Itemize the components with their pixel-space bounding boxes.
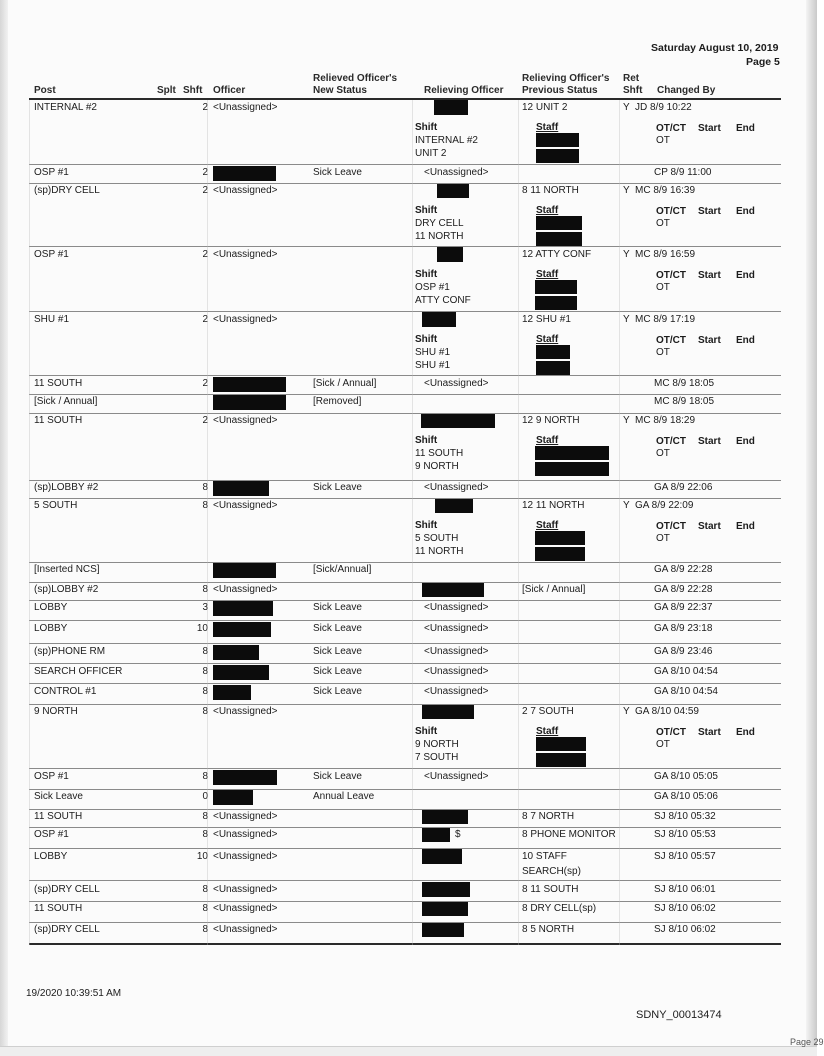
cell-return-shift: Y xyxy=(623,415,630,426)
redacted-staff-name xyxy=(535,547,585,561)
redacted-relieving-officer xyxy=(422,582,484,597)
row-separator xyxy=(29,183,781,184)
cell-post: OSP #1 xyxy=(34,249,69,260)
shift-to: 11 NORTH xyxy=(415,546,464,557)
staff-label: Staff xyxy=(536,435,559,446)
redacted-staff-name xyxy=(535,446,609,460)
cell-post: LOBBY xyxy=(34,602,68,613)
scan-left-edge xyxy=(0,0,8,1047)
shift-post: SHU #1 xyxy=(415,347,451,358)
scan-right-edge xyxy=(806,0,817,1047)
cell-shift: 8 xyxy=(202,584,208,595)
row-separator xyxy=(29,394,781,395)
row-separator xyxy=(29,922,781,923)
cell-changed-by: GA 8/9 22:06 xyxy=(654,482,713,493)
column-rule xyxy=(619,100,620,945)
cell-previous-status-line2: SEARCH(sp) xyxy=(522,866,581,877)
cell-relieved-status: Sick Leave xyxy=(313,482,362,493)
cell-officer: <Unassigned> xyxy=(213,829,278,840)
ot-label: OT xyxy=(656,448,670,459)
cell-changed-by: GA 8/9 22:09 xyxy=(635,500,694,511)
cell-changed-by: GA 8/10 04:59 xyxy=(635,706,699,717)
redacted-officer-name xyxy=(213,790,253,805)
row-separator xyxy=(29,600,781,601)
row-separator xyxy=(29,901,781,902)
cell-officer: <Unassigned> xyxy=(213,884,278,895)
shift-label: Shift xyxy=(415,726,438,737)
col-header-ret-line2: Shft xyxy=(623,85,643,96)
cell-relieving-officer: <Unassigned> xyxy=(424,167,489,178)
end-label: End xyxy=(736,206,755,217)
cell-changed-by: GA 8/10 05:06 xyxy=(654,791,718,802)
redacted-staff-name xyxy=(536,133,579,147)
cell-post: LOBBY xyxy=(34,851,68,862)
cell-post: 5 SOUTH xyxy=(34,500,78,511)
col-header-relieved-line2: New Status xyxy=(313,85,367,96)
print-timestamp: 19/2020 10:39:51 AM xyxy=(26,988,122,999)
redacted-staff-name xyxy=(536,753,586,767)
cell-shift: 8 xyxy=(202,811,208,822)
start-label: Start xyxy=(698,335,721,346)
row-separator xyxy=(29,375,781,376)
end-label: End xyxy=(736,270,755,281)
redacted-staff-name xyxy=(536,345,570,359)
cell-shift: 8 xyxy=(202,924,208,935)
cell-changed-by: CP 8/9 11:00 xyxy=(654,167,712,178)
cell-relieving-officer: <Unassigned> xyxy=(424,482,489,493)
col-header-ret-line1: Ret xyxy=(623,73,640,84)
cell-post: (sp)DRY CELL xyxy=(34,185,100,196)
redacted-officer-name xyxy=(213,645,259,660)
cell-officer: <Unassigned> xyxy=(213,500,278,511)
cell-relieved-status: Sick Leave xyxy=(313,602,362,613)
cell-changed-by: SJ 8/10 06:02 xyxy=(654,924,716,935)
row-separator xyxy=(29,643,781,644)
col-header-post: Post xyxy=(34,85,56,96)
cell-officer: <Unassigned> xyxy=(213,102,278,113)
cell-shift: 2 xyxy=(202,249,208,260)
row-separator xyxy=(29,789,781,790)
scan-bottom-edge xyxy=(0,1046,817,1056)
column-rule xyxy=(29,100,30,945)
cell-post: 11 SOUTH xyxy=(34,378,83,389)
column-rule xyxy=(207,100,208,945)
start-label: Start xyxy=(698,270,721,281)
cell-officer: <Unassigned> xyxy=(213,811,278,822)
row-separator xyxy=(29,704,781,705)
shift-post: 11 SOUTH xyxy=(415,448,464,459)
cell-officer: <Unassigned> xyxy=(213,903,278,914)
row-separator xyxy=(29,498,781,499)
shift-post: INTERNAL #2 xyxy=(415,135,478,146)
cell-post: 9 NORTH xyxy=(34,706,78,717)
cell-officer: <Unassigned> xyxy=(213,851,278,862)
otct-label: OT/CT xyxy=(656,436,686,447)
cell-post: SHU #1 xyxy=(34,314,70,325)
redacted-relieving-officer xyxy=(422,901,468,916)
cell-previous-status: 12 UNIT 2 xyxy=(522,102,568,113)
start-label: Start xyxy=(698,123,721,134)
row-separator xyxy=(29,683,781,684)
row-separator xyxy=(29,880,781,881)
cell-post: OSP #1 xyxy=(34,771,69,782)
cell-relieved-status: Sick Leave xyxy=(313,771,362,782)
row-separator xyxy=(29,620,781,621)
cell-relieving-officer: <Unassigned> xyxy=(424,378,489,389)
redacted-relieving-officer xyxy=(422,882,470,897)
col-header-prev-line2: Previous Status xyxy=(522,85,598,96)
cell-previous-status: 12 ATTY CONF xyxy=(522,249,592,260)
redacted-relieving-officer xyxy=(434,100,468,115)
col-header-relieved-line1: Relieved Officer's xyxy=(313,73,398,84)
shift-label: Shift xyxy=(415,334,438,345)
row-separator xyxy=(29,663,781,664)
cell-shift: 8 xyxy=(202,884,208,895)
redacted-staff-name xyxy=(536,737,586,751)
ot-label: OT xyxy=(656,218,670,229)
redacted-officer-name xyxy=(213,622,271,637)
cell-shift: 2 xyxy=(202,378,208,389)
cell-changed-by: SJ 8/10 05:53 xyxy=(654,829,716,840)
cell-post: (sp)LOBBY #2 xyxy=(34,584,99,595)
staff-label: Staff xyxy=(536,269,559,280)
cell-previous-status: 12 SHU #1 xyxy=(522,314,571,325)
redacted-relieving-officer xyxy=(437,247,463,262)
column-rule xyxy=(518,100,519,945)
cell-post: OSP #1 xyxy=(34,829,69,840)
cell-shift: 8 xyxy=(202,500,208,511)
cell-changed-by: MC 8/9 17:19 xyxy=(635,314,696,325)
cell-previous-status: 8 PHONE MONITOR xyxy=(522,829,616,840)
shift-post: DRY CELL xyxy=(415,218,464,229)
col-header-changed-by: Changed By xyxy=(657,85,716,96)
cell-previous-status: [Sick / Annual] xyxy=(522,584,586,595)
col-header-splt: Splt xyxy=(157,85,176,96)
cell-changed-by: GA 8/9 22:37 xyxy=(654,602,713,613)
cell-relieving-officer: <Unassigned> xyxy=(424,623,489,634)
cell-officer: <Unassigned> xyxy=(213,584,278,595)
redacted-staff-name xyxy=(535,531,585,545)
redacted-relieving-officer xyxy=(422,312,456,327)
cell-relieved-status: Annual Leave xyxy=(313,791,375,802)
row-separator xyxy=(29,562,781,563)
cell-shift: 0 xyxy=(202,791,208,802)
col-header-officer: Officer xyxy=(213,85,246,96)
staff-label: Staff xyxy=(536,205,559,216)
cell-shift: 2 xyxy=(202,167,208,178)
cell-previous-status: 8 11 NORTH xyxy=(522,185,579,196)
otct-label: OT/CT xyxy=(656,521,686,532)
cell-changed-by: GA 8/9 22:28 xyxy=(654,564,713,575)
cell-post: CONTROL #1 xyxy=(34,686,97,697)
cell-post: 11 SOUTH xyxy=(34,903,83,914)
redacted-relieving-officer xyxy=(435,498,473,513)
report-date: Saturday August 10, 2019 xyxy=(651,42,779,54)
cell-relieving-officer: <Unassigned> xyxy=(424,771,489,782)
redacted-officer-name xyxy=(213,685,251,700)
cell-shift: 2 xyxy=(202,185,208,196)
cell-changed-by: GA 8/9 22:28 xyxy=(654,584,713,595)
cell-changed-by: MC 8/9 18:05 xyxy=(654,396,715,407)
redacted-relieving-officer xyxy=(437,183,469,198)
cell-post: INTERNAL #2 xyxy=(34,102,97,113)
redacted-officer-name xyxy=(213,601,273,616)
cell-changed-by: MC 8/9 16:59 xyxy=(635,249,696,260)
cell-officer: <Unassigned> xyxy=(213,706,278,717)
shift-to: 9 NORTH xyxy=(415,461,459,472)
cell-previous-status: 8 7 NORTH xyxy=(522,811,575,822)
redacted-staff-name xyxy=(535,296,577,310)
redacted-staff-name xyxy=(535,280,577,294)
cell-post: 11 SOUTH xyxy=(34,811,83,822)
col-header-prev-line1: Relieving Officer's xyxy=(522,73,610,84)
shift-to: 11 NORTH xyxy=(415,231,464,242)
cell-previous-status: 12 11 NORTH xyxy=(522,500,585,511)
end-label: End xyxy=(736,727,755,738)
cell-changed-by: SJ 8/10 05:32 xyxy=(654,811,716,822)
shift-post: OSP #1 xyxy=(415,282,450,293)
redacted-relieving-officer xyxy=(422,827,450,842)
otct-label: OT/CT xyxy=(656,335,686,346)
row-separator xyxy=(29,164,781,165)
cell-shift: 3 xyxy=(202,602,208,613)
redacted-relieving-officer xyxy=(421,413,495,428)
shift-label: Shift xyxy=(415,435,438,446)
shift-post: 5 SOUTH xyxy=(415,533,459,544)
redacted-officer-name xyxy=(213,377,286,392)
cell-post: (sp)DRY CELL xyxy=(34,884,100,895)
cell-relieved-status: [Removed] xyxy=(313,396,362,407)
redacted-relieving-officer xyxy=(422,922,464,937)
cell-post: OSP #1 xyxy=(34,167,69,178)
redacted-officer-name xyxy=(213,665,269,680)
cell-post: (sp)PHONE RM xyxy=(34,646,106,657)
shift-to: 7 SOUTH xyxy=(415,752,459,763)
staff-label: Staff xyxy=(536,726,559,737)
cell-relieving-officer: <Unassigned> xyxy=(424,686,489,697)
cell-relieved-status: Sick Leave xyxy=(313,623,362,634)
row-separator xyxy=(29,827,781,828)
ot-label: OT xyxy=(656,135,670,146)
ot-label: OT xyxy=(656,282,670,293)
cell-officer: <Unassigned> xyxy=(213,314,278,325)
shift-label: Shift xyxy=(415,520,438,531)
cell-return-shift: Y xyxy=(623,500,630,511)
cell-shift: 10 xyxy=(196,851,208,862)
cell-return-shift: Y xyxy=(623,185,630,196)
row-separator xyxy=(29,809,781,810)
redacted-staff-name xyxy=(536,149,579,163)
redacted-officer-name xyxy=(213,770,277,785)
cell-relieved-status: Sick Leave xyxy=(313,666,362,677)
cell-relieving-officer: <Unassigned> xyxy=(424,666,489,677)
end-label: End xyxy=(736,521,755,532)
row-separator xyxy=(29,768,781,769)
cell-post: (sp)DRY CELL xyxy=(34,924,100,935)
cell-return-shift: Y xyxy=(623,706,630,717)
cell-changed-by: SJ 8/10 06:01 xyxy=(654,884,716,895)
shift-label: Shift xyxy=(415,122,438,133)
shift-to: ATTY CONF xyxy=(415,295,471,306)
cell-previous-status: 8 11 SOUTH xyxy=(522,884,579,895)
cell-shift: 8 xyxy=(202,829,208,840)
cell-return-shift: Y xyxy=(623,249,630,260)
end-label: End xyxy=(736,123,755,134)
start-label: Start xyxy=(698,436,721,447)
cell-post: 11 SOUTH xyxy=(34,415,83,426)
cell-relieved-status: Sick Leave xyxy=(313,686,362,697)
cell-post: (sp)LOBBY #2 xyxy=(34,482,99,493)
cell-shift: 2 xyxy=(202,415,208,426)
cell-changed-by: MC 8/9 18:29 xyxy=(635,415,696,426)
cell-changed-by: GA 8/10 05:05 xyxy=(654,771,718,782)
cell-shift: 8 xyxy=(202,482,208,493)
cell-post: [Sick / Annual] xyxy=(34,396,98,407)
redacted-relieving-officer xyxy=(422,809,468,824)
cell-return-shift: Y xyxy=(623,314,630,325)
cell-changed-by: GA 8/9 23:18 xyxy=(654,623,713,634)
row-separator xyxy=(29,480,781,481)
column-rule xyxy=(412,100,413,945)
cell-changed-by: MC 8/9 16:39 xyxy=(635,185,696,196)
cell-previous-status: 12 9 NORTH xyxy=(522,415,580,426)
cell-changed-by: GA 8/10 04:54 xyxy=(654,686,718,697)
cell-shift: 10 xyxy=(196,623,208,634)
cell-relieving-officer: <Unassigned> xyxy=(424,646,489,657)
cell-relieved-status: Sick Leave xyxy=(313,167,362,178)
row-separator xyxy=(29,582,781,583)
cell-shift: 8 xyxy=(202,706,208,717)
redacted-officer-name xyxy=(213,563,276,578)
redacted-staff-name xyxy=(536,361,570,375)
row-separator xyxy=(29,311,781,312)
redacted-staff-name xyxy=(536,232,582,246)
staff-label: Staff xyxy=(536,122,559,133)
ot-label: OT xyxy=(656,347,670,358)
cell-relieved-status: Sick Leave xyxy=(313,646,362,657)
end-label: End xyxy=(736,436,755,447)
cell-officer: <Unassigned> xyxy=(213,249,278,260)
row-separator xyxy=(29,848,781,849)
cell-shift: 8 xyxy=(202,686,208,697)
cell-officer: <Unassigned> xyxy=(213,185,278,196)
cell-changed-by: JD 8/9 10:22 xyxy=(635,102,692,113)
cell-relieving-suffix: $ xyxy=(455,829,461,840)
shift-to: SHU #1 xyxy=(415,360,451,371)
end-label: End xyxy=(736,335,755,346)
redacted-officer-name xyxy=(213,481,269,496)
shift-label: Shift xyxy=(415,269,438,280)
staff-label: Staff xyxy=(536,334,559,345)
corner-page-label: Page 29 xyxy=(790,1037,824,1047)
shift-to: UNIT 2 xyxy=(415,148,447,159)
cell-officer: <Unassigned> xyxy=(213,415,278,426)
cell-shift: 2 xyxy=(202,102,208,113)
cell-previous-status: 8 5 NORTH xyxy=(522,924,575,935)
cell-previous-status: 10 STAFF xyxy=(522,851,567,862)
otct-label: OT/CT xyxy=(656,727,686,738)
otct-label: OT/CT xyxy=(656,206,686,217)
cell-relieving-officer: <Unassigned> xyxy=(424,602,489,613)
cell-relieved-status: [Sick/Annual] xyxy=(313,564,372,575)
cell-post: [Inserted NCS] xyxy=(34,564,100,575)
cell-shift: 8 xyxy=(202,646,208,657)
cell-shift: 8 xyxy=(202,903,208,914)
redacted-relieving-officer xyxy=(422,704,474,719)
cell-changed-by: SJ 8/10 06:02 xyxy=(654,903,716,914)
bates-number: SDNY_00013474 xyxy=(636,1009,722,1021)
start-label: Start xyxy=(698,727,721,738)
staff-label: Staff xyxy=(536,520,559,531)
shift-label: Shift xyxy=(415,205,438,216)
ot-label: OT xyxy=(656,739,670,750)
otct-label: OT/CT xyxy=(656,123,686,134)
cell-officer: <Unassigned> xyxy=(213,924,278,935)
cell-changed-by: SJ 8/10 05:57 xyxy=(654,851,716,862)
col-header-shft: Shft xyxy=(183,85,203,96)
redacted-staff-name xyxy=(536,216,582,230)
otct-label: OT/CT xyxy=(656,270,686,281)
shift-post: 9 NORTH xyxy=(415,739,459,750)
report-page-number: Page 5 xyxy=(746,56,780,68)
cell-post: SEARCH OFFICER xyxy=(34,666,123,677)
cell-changed-by: GA 8/10 04:54 xyxy=(654,666,718,677)
header-rule xyxy=(29,98,781,100)
cell-changed-by: GA 8/9 23:46 xyxy=(654,646,713,657)
cell-return-shift: Y xyxy=(623,102,630,113)
row-separator xyxy=(29,413,781,414)
redacted-relieving-officer xyxy=(422,849,462,864)
cell-shift: 2 xyxy=(202,314,208,325)
col-header-relieving: Relieving Officer xyxy=(424,85,504,96)
cell-previous-status: 8 DRY CELL(sp) xyxy=(522,903,597,914)
cell-post: LOBBY xyxy=(34,623,68,634)
row-separator xyxy=(29,246,781,247)
redacted-officer-name xyxy=(213,395,286,410)
start-label: Start xyxy=(698,521,721,532)
cell-changed-by: MC 8/9 18:05 xyxy=(654,378,715,389)
ot-label: OT xyxy=(656,533,670,544)
cell-post: Sick Leave xyxy=(34,791,83,802)
cell-shift: 8 xyxy=(202,771,208,782)
row-separator xyxy=(29,943,781,945)
cell-relieved-status: [Sick / Annual] xyxy=(313,378,377,389)
cell-previous-status: 2 7 SOUTH xyxy=(522,706,574,717)
start-label: Start xyxy=(698,206,721,217)
redacted-staff-name xyxy=(535,462,609,476)
redacted-officer-name xyxy=(213,166,276,181)
cell-shift: 8 xyxy=(202,666,208,677)
